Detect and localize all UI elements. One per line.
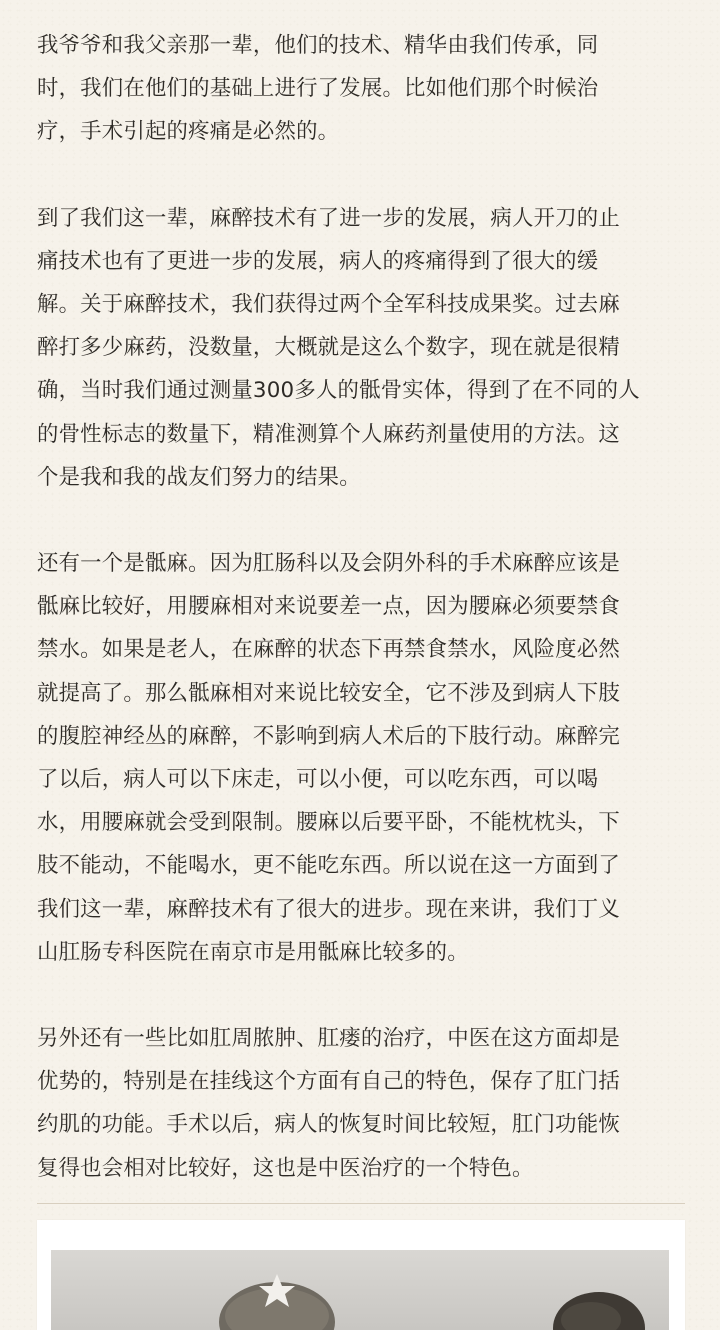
- paragraph-4: 另外还有一些比如肛周脓肿、肛瘘的治疗，中医在这方面却是 优势的，特别是在挂线这个方面有自己的特色，保存了肛门括 约肌的功能。手术以后，病人的恢复时间比较短，肛门功能恢 复得也会相对比较好，这也是中医治疗的一个特色。: [37, 1026, 620, 1181]
- photo-illustration: [51, 1250, 669, 1330]
- photo-card: [37, 1220, 685, 1330]
- paragraph-2: 到了我们这一辈，麻醉技术有了进一步的发展，病人开刀的止 痛技术也有了更进一步的发展，病人的疼痛得到了很大的缓 解。关于麻醉技术，我们获得过两个全军科技成果奖。过去麻 醉打多少麻药，没数量，大概就是这么个数字，现在就是很精 确，当时我们通过测量300多人的骶骨实体，得到了在不同的人 的骨性标志的数量下，精准测算个人麻药剂量使用的方法。这 个是我和我的战友们努力的结果。: [37, 205, 640, 490]
- article-body: [37, 24, 685, 1190]
- section-divider: [37, 1203, 685, 1204]
- paragraph-1: 我爷爷和我父亲那一辈，他们的技术、精华由我们传承，同 时，我们在他们的基础上进行了发展。比如他们那个时候治 疗，手术引起的疼痛是必然的。: [37, 33, 599, 145]
- paragraph-3: 还有一个是骶麻。因为肛肠科以及会阴外科的手术麻醉应该是 骶麻比较好，用腰麻相对来说要差一点，因为腰麻必须要禁食 禁水。如果是老人，在麻醉的状态下再禁食禁水，风险度必然 就提高了。那么骶麻相对来说比较安全，它不涉及到病人下肢 的腹腔神经丛的麻醉，不影响到病人术后的下肢行动。麻醉完 了以后，病人可以下床走，可以小便，可以吃东西，可以喝 水，用腰麻就会受到限制。腰麻以后要平卧，不能枕枕头，下 肢不能动，不能喝水，更不能吃东西。所以说在这一方面到了 我们这一辈，麻醉技术有了很大的进步。现在来讲，我们丁义 山肛肠专科医院在南京市是用骶麻比较多的。: [37, 551, 620, 965]
- historical-photo[interactable]: [51, 1250, 669, 1330]
